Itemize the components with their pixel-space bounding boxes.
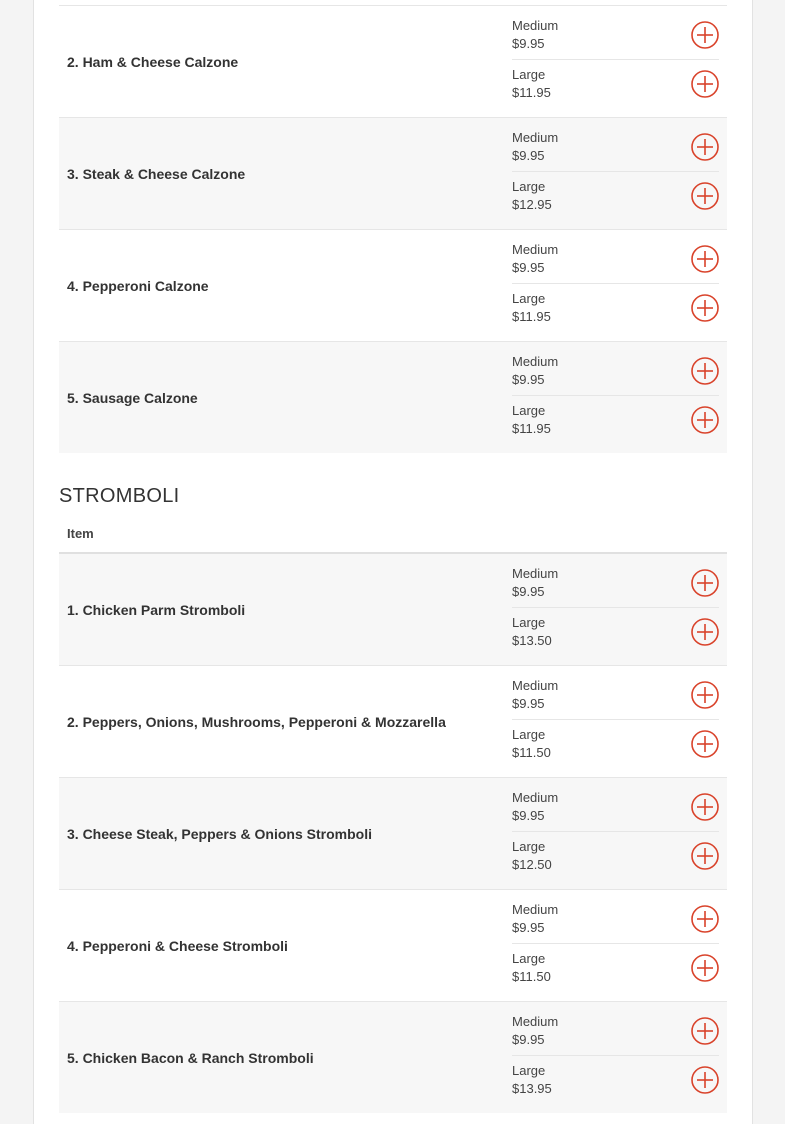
size-label: Large xyxy=(512,403,546,418)
add-to-order-button[interactable] xyxy=(691,681,719,709)
menu-item-name: 2. Ham & Cheese Calzone xyxy=(67,53,239,70)
size-label: Large xyxy=(512,67,546,82)
size-options xyxy=(512,671,719,768)
price-label: $13.95 xyxy=(512,1081,552,1096)
calzone-section xyxy=(33,0,753,465)
add-to-order-button[interactable] xyxy=(691,793,719,821)
size-label: Large xyxy=(512,839,546,854)
menu-item-name: 5. Sausage Calzone xyxy=(67,389,198,406)
plus-circle-icon xyxy=(691,406,719,434)
plus-circle-icon xyxy=(691,954,719,982)
size-option xyxy=(512,719,719,768)
add-to-order-button[interactable] xyxy=(691,954,719,982)
add-to-order-button[interactable] xyxy=(691,357,719,385)
stromboli-menu-table xyxy=(59,552,727,1113)
plus-circle-icon xyxy=(691,245,719,273)
size-options xyxy=(512,895,719,992)
size-label: Medium xyxy=(512,1014,559,1029)
plus-circle-icon xyxy=(691,1066,719,1094)
size-label: Medium xyxy=(512,678,559,693)
plus-circle-icon xyxy=(691,730,719,758)
size-option xyxy=(512,943,719,992)
price-label: $11.95 xyxy=(512,421,551,436)
size-options xyxy=(512,235,719,332)
plus-circle-icon xyxy=(691,681,719,709)
add-to-order-button[interactable] xyxy=(691,70,719,98)
price-label: $11.50 xyxy=(512,745,551,760)
menu-item-row xyxy=(59,6,727,118)
add-to-order-button[interactable] xyxy=(691,618,719,646)
add-to-order-button[interactable] xyxy=(691,294,719,322)
menu-item-name: 3. Steak & Cheese Calzone xyxy=(67,165,246,182)
size-label: Large xyxy=(512,179,546,194)
price-label: $12.50 xyxy=(512,857,552,872)
size-label: Large xyxy=(512,1063,546,1078)
plus-circle-icon xyxy=(691,21,719,49)
size-option xyxy=(512,783,719,831)
menu-item-row xyxy=(59,118,727,230)
menu-item-row xyxy=(59,342,727,453)
add-to-order-button[interactable] xyxy=(691,1017,719,1045)
size-options xyxy=(512,123,719,220)
size-options xyxy=(512,347,719,444)
size-label: Medium xyxy=(512,566,559,581)
size-label: Large xyxy=(512,951,546,966)
plus-circle-icon xyxy=(691,569,719,597)
add-to-order-button[interactable] xyxy=(691,406,719,434)
menu-item-row xyxy=(59,890,727,1002)
add-to-order-button[interactable] xyxy=(691,842,719,870)
plus-circle-icon xyxy=(691,905,719,933)
size-label: Medium xyxy=(512,790,559,805)
size-label: Medium xyxy=(512,18,559,33)
plus-circle-icon xyxy=(691,294,719,322)
menu-item-row xyxy=(59,230,727,342)
size-option xyxy=(512,559,719,607)
add-to-order-button[interactable] xyxy=(691,569,719,597)
price-label: $9.95 xyxy=(512,1032,545,1047)
plus-circle-icon xyxy=(691,1017,719,1045)
size-options xyxy=(512,11,719,108)
price-label: $13.50 xyxy=(512,633,552,648)
plus-circle-icon xyxy=(691,793,719,821)
size-label: Large xyxy=(512,291,546,306)
price-label: $12.95 xyxy=(512,197,552,212)
plus-circle-icon xyxy=(691,133,719,161)
menu-item-name: 3. Cheese Steak, Peppers & Onions Stromboli xyxy=(67,825,372,842)
price-label: $9.95 xyxy=(512,36,545,51)
add-to-order-button[interactable] xyxy=(691,730,719,758)
section-title: STROMBOLI xyxy=(59,485,180,507)
price-label: $9.95 xyxy=(512,260,545,275)
size-option xyxy=(512,1055,719,1104)
add-to-order-button[interactable] xyxy=(691,21,719,49)
plus-circle-icon xyxy=(691,357,719,385)
size-option xyxy=(512,671,719,719)
size-option xyxy=(512,607,719,656)
menu-item-row xyxy=(59,1002,727,1113)
plus-circle-icon xyxy=(691,70,719,98)
menu-item-name: 5. Chicken Bacon & Ranch Stromboli xyxy=(67,1049,314,1066)
menu-item-name: 4. Pepperoni & Cheese Stromboli xyxy=(67,937,288,954)
price-label: $9.95 xyxy=(512,696,545,711)
price-label: $11.95 xyxy=(512,309,551,324)
menu-item-name: 4. Pepperoni Calzone xyxy=(67,277,209,294)
size-option xyxy=(512,347,719,395)
add-to-order-button[interactable] xyxy=(691,245,719,273)
price-label: $9.95 xyxy=(512,584,545,599)
size-label: Large xyxy=(512,615,546,630)
size-option xyxy=(512,831,719,880)
price-label: $11.50 xyxy=(512,969,551,984)
price-label: $9.95 xyxy=(512,920,545,935)
column-header-item: Item xyxy=(67,526,94,541)
menu-item-row xyxy=(59,554,727,666)
size-option xyxy=(512,235,719,283)
size-label: Medium xyxy=(512,354,559,369)
price-label: $11.95 xyxy=(512,85,551,100)
size-option xyxy=(512,1007,719,1055)
size-option xyxy=(512,395,719,444)
add-to-order-button[interactable] xyxy=(691,1066,719,1094)
size-label: Medium xyxy=(512,902,559,917)
menu-item-row xyxy=(59,778,727,890)
price-label: $9.95 xyxy=(512,372,545,387)
size-label: Large xyxy=(512,727,546,742)
add-to-order-button[interactable] xyxy=(691,133,719,161)
size-option xyxy=(512,123,719,171)
calzone-menu-table xyxy=(59,5,727,453)
add-to-order-button[interactable] xyxy=(691,182,719,210)
size-options xyxy=(512,783,719,880)
price-label: $9.95 xyxy=(512,808,545,823)
menu-item-row xyxy=(59,666,727,778)
size-option xyxy=(512,59,719,108)
plus-circle-icon xyxy=(691,842,719,870)
add-to-order-button[interactable] xyxy=(691,905,719,933)
menu-item-name: 2. Peppers, Onions, Mushrooms, Pepperoni & Mozzarella xyxy=(67,713,446,730)
size-label: Medium xyxy=(512,130,559,145)
stromboli-section xyxy=(33,464,753,1124)
menu-item-name: 1. Chicken Parm Stromboli xyxy=(67,601,246,618)
size-options xyxy=(512,559,719,656)
size-label: Medium xyxy=(512,242,559,257)
plus-circle-icon xyxy=(691,182,719,210)
size-option xyxy=(512,171,719,220)
size-option xyxy=(512,895,719,943)
size-options xyxy=(512,1007,719,1104)
plus-circle-icon xyxy=(691,618,719,646)
size-option xyxy=(512,11,719,59)
size-option xyxy=(512,283,719,332)
price-label: $9.95 xyxy=(512,148,545,163)
